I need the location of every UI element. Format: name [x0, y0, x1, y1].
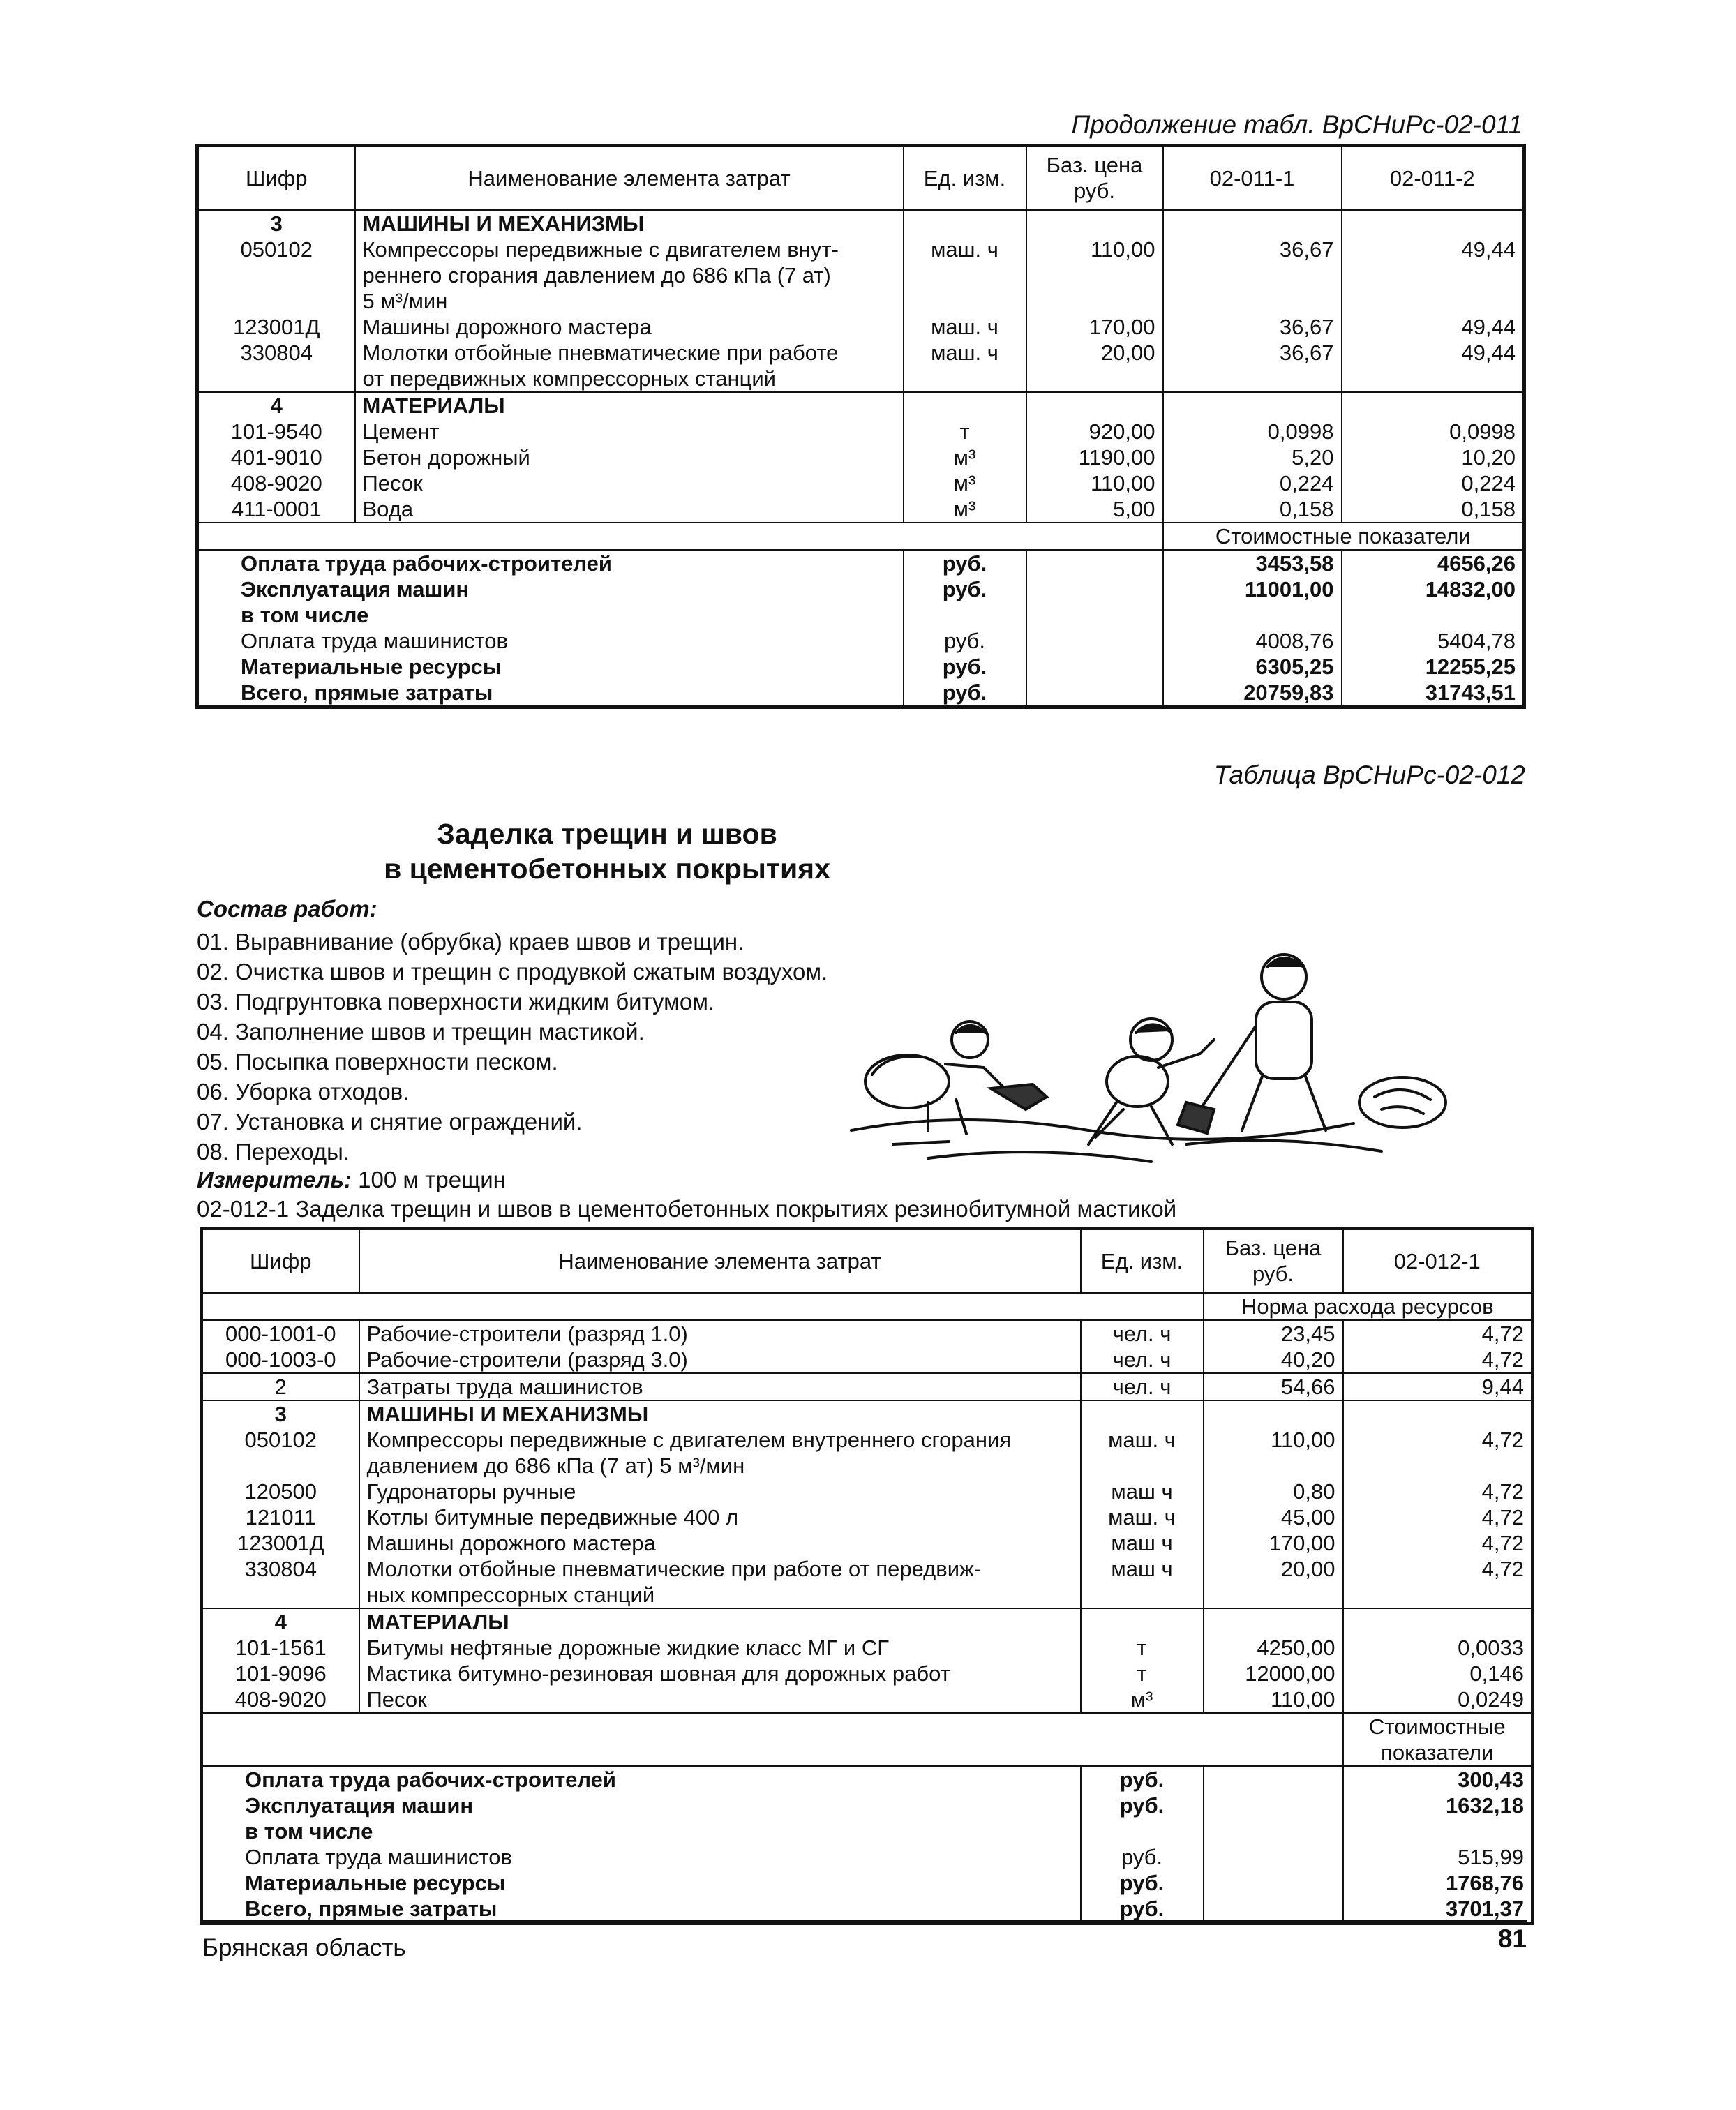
name-cell: [359, 1608, 1081, 1713]
cost-label: Всего, прямые затраты: [241, 680, 493, 705]
item-value: 49,44: [1461, 341, 1516, 365]
item-name-line: 5 м³/мин: [362, 289, 448, 313]
item-unit: маш. ч: [931, 237, 998, 262]
cost-band-row: [197, 523, 1525, 550]
section-title: МАШИНЫ И МЕХАНИЗМЫ: [362, 211, 645, 236]
spacer: [1211, 1401, 1335, 1427]
header-price: Баз. цена руб.: [1026, 146, 1163, 210]
spacer: [1349, 262, 1516, 288]
item-value: 4,72: [1481, 1479, 1524, 1504]
spacer: [1211, 1818, 1335, 1844]
price-cell: [1026, 392, 1163, 523]
cost-value: 31743,51: [1425, 680, 1516, 705]
header-code: Шифр: [197, 146, 355, 210]
header-unit: Ед. изм.: [1081, 1229, 1204, 1293]
value-cell: [1343, 1766, 1533, 1924]
item-code: 408-9020: [234, 1687, 327, 1712]
spacer: [1171, 288, 1334, 314]
cost-value: 14832,00: [1425, 577, 1516, 601]
item-unit: маш. ч: [931, 341, 998, 365]
item-name-line: Молотки отбойные пневматические при работе: [362, 341, 839, 365]
section-code: 3: [274, 1402, 287, 1426]
item-value: 36,67: [1279, 341, 1334, 365]
item-value: 4,72: [1481, 1557, 1524, 1581]
item-code: 101-9096: [234, 1661, 327, 1686]
value-cell: [1343, 1400, 1533, 1608]
cost-value: 11001,00: [1244, 577, 1334, 601]
item-name-line: давлением до 686 кПа (7 ат) 5 м³/мин: [366, 1453, 745, 1478]
spacer: [1211, 1609, 1335, 1635]
price-cell: [1026, 550, 1163, 708]
materials-section: [197, 392, 1525, 523]
spacer: [210, 1582, 352, 1608]
item-name-line: Рабочие-строители (разряд 3.0): [366, 1347, 688, 1372]
table2-body: [202, 1293, 1533, 1924]
road-workers-illustration: [823, 935, 1479, 1179]
item-value: 0,158: [1279, 497, 1334, 521]
cost-value: 300,43: [1458, 1767, 1524, 1792]
name-cell: [359, 1320, 1081, 1373]
item-name-line: от передвижных компрессорных станций: [362, 366, 776, 391]
unit-cell: [904, 550, 1026, 708]
cost-label: Оплата труда машинистов: [245, 1845, 512, 1869]
table1-body: [197, 210, 1525, 708]
cost-unit: руб.: [942, 551, 987, 576]
unit-cell: [1081, 1320, 1204, 1373]
table2-caption: Таблица ВрСНиРс-02-012: [1213, 761, 1525, 789]
spacer: [911, 288, 1019, 314]
item-value: 49,44: [1461, 315, 1516, 339]
meter-line: [197, 1167, 506, 1193]
price-cell: [1204, 1320, 1343, 1373]
item-name-line: Гудронаторы ручные: [366, 1479, 576, 1504]
item-value: 0,0033: [1458, 1636, 1524, 1660]
spacer: [1088, 1609, 1196, 1635]
cost-value: 515,99: [1458, 1845, 1524, 1869]
spacer: [911, 393, 1019, 419]
work-item: 05. Посыпка поверхности песком.: [197, 1049, 558, 1075]
item-code: 411-0001: [231, 497, 322, 521]
item-value: 0,146: [1469, 1661, 1524, 1686]
item-price: 4250,00: [1257, 1636, 1335, 1660]
machines-section: [197, 210, 1525, 393]
item-price: 170,00: [1269, 1531, 1335, 1555]
spacer: [1211, 1767, 1335, 1793]
price-cell: [1204, 1766, 1343, 1924]
code-cell: [197, 392, 355, 523]
item-price: 40,20: [1280, 1347, 1335, 1372]
item-name-line: ных компрессорных станций: [366, 1582, 655, 1607]
unit-cell: [1081, 1766, 1204, 1924]
cost-band-row: [202, 1713, 1533, 1766]
item-price: 5,00: [1113, 497, 1155, 521]
item-value: 4,72: [1481, 1428, 1524, 1452]
item-unit: маш ч: [1111, 1479, 1173, 1504]
item-value: 10,20: [1461, 445, 1516, 470]
item-code: 121011: [245, 1505, 316, 1529]
spacer: [1211, 1844, 1335, 1870]
spacer: [1351, 1609, 1525, 1635]
item-code: 123001Д: [237, 1531, 324, 1555]
cost-value: 3701,37: [1445, 1896, 1524, 1921]
item-value: 4,72: [1481, 1322, 1524, 1346]
spacer: [1211, 1870, 1335, 1896]
section-title: МАШИНЫ И МЕХАНИЗМЫ: [366, 1402, 649, 1426]
item-unit: маш. ч: [931, 315, 998, 339]
cost-label: в том числе: [241, 603, 369, 627]
item-price: 170,00: [1088, 315, 1155, 339]
machines-section: [202, 1400, 1533, 1608]
item-unit: маш. ч: [1108, 1505, 1176, 1529]
spacer: [1349, 393, 1516, 419]
work-item: 04. Заполнение швов и трещин мастикой.: [197, 1019, 645, 1045]
item-price: 20,00: [1280, 1557, 1335, 1581]
item-unit: маш. ч: [1108, 1428, 1176, 1452]
unit-cell: [1081, 1608, 1204, 1713]
spacer: [1034, 262, 1155, 288]
work-item: 06. Уборка отходов.: [197, 1079, 410, 1105]
spacer: [1171, 393, 1334, 419]
item-name-line: Песок: [366, 1687, 427, 1712]
spacer: [1171, 262, 1334, 288]
work-item: 03. Подгрунтовка поверхности жидким битумом.: [197, 989, 715, 1015]
item-name-line: Бетон дорожный: [362, 445, 530, 470]
spacer: [1034, 628, 1155, 654]
spacer: [911, 262, 1019, 288]
item-price: 1190,00: [1078, 445, 1155, 470]
spacer: [1034, 602, 1155, 628]
spacer: [206, 262, 347, 288]
meter-label: Измеритель:: [197, 1167, 352, 1192]
item-name-line: Мастика битумно-резиновая шовная для дорожных работ: [366, 1661, 950, 1686]
code-cell: [202, 1400, 359, 1608]
spacer: [1351, 1582, 1525, 1608]
item-unit: чел. ч: [1112, 1347, 1172, 1372]
page-number: 81: [1497, 1924, 1527, 1953]
section-code: 4: [270, 394, 283, 418]
spacer: [1034, 288, 1155, 314]
item-code: 050102: [240, 237, 313, 262]
cost-label: Оплата труда рабочих-строителей: [245, 1767, 616, 1792]
cost-unit: [911, 602, 1019, 628]
header-name: Наименование элемента затрат: [359, 1229, 1081, 1293]
materials-section: [202, 1608, 1533, 1713]
cost-value: 1632,18: [1445, 1793, 1524, 1818]
item-name-line: Машины дорожного мастера: [366, 1531, 656, 1555]
spacer: [1034, 211, 1155, 237]
item-code: 000-1003-0: [225, 1347, 336, 1372]
spacer: [1349, 211, 1516, 237]
spacer: [210, 1453, 352, 1479]
price-cell: 54,66: [1204, 1373, 1343, 1400]
norm-subtitle: 02-012-1 Заделка трещин и швов в цементобетонных покрытиях резинобитумной мастикой: [197, 1196, 1177, 1222]
item-price: 110,00: [1270, 1428, 1335, 1452]
item-value: 36,67: [1279, 315, 1334, 339]
spacer: [1351, 1453, 1525, 1479]
header-price: Баз. цена руб.: [1204, 1229, 1343, 1293]
cost-label: в том числе: [245, 1819, 373, 1843]
cost-label-cell: [202, 1766, 1081, 1924]
labor-rows: [202, 1320, 1533, 1373]
cost-value: [1171, 602, 1334, 628]
item-name-line: Молотки отбойные пневматические при работе от передвиж-: [366, 1557, 982, 1581]
item-unit: маш ч: [1111, 1557, 1173, 1581]
item-code: 101-1561: [234, 1636, 327, 1660]
spacer: [1351, 1401, 1525, 1427]
cost-unit: руб.: [1119, 1793, 1165, 1818]
item-price: 110,00: [1090, 237, 1155, 262]
spacer: [1349, 288, 1516, 314]
item-value: 0,224: [1279, 471, 1334, 495]
item-price: 23,45: [1280, 1322, 1335, 1346]
work-item: 01. Выравнивание (обрубка) краев швов и трещин.: [197, 929, 744, 955]
item-name-line: Котлы битумные передвижные 400 л: [366, 1505, 739, 1529]
cost-rows: [197, 550, 1525, 708]
composition-label: Состав работ:: [197, 896, 377, 922]
item-price: 45,00: [1280, 1505, 1335, 1529]
section-title: МАТЕРИАЛЫ: [362, 394, 505, 418]
code-cell: [202, 1608, 359, 1713]
item-value: 5,20: [1292, 445, 1334, 470]
item-price: 0,80: [1293, 1479, 1335, 1504]
cost-value: 4656,26: [1437, 551, 1516, 576]
item-unit: м³: [1130, 1687, 1153, 1712]
spacer: [911, 366, 1019, 391]
footer-rule: [201, 1920, 1527, 1922]
item-code: 330804: [240, 341, 313, 365]
cost-rows: [202, 1766, 1533, 1924]
spacer: [1088, 1453, 1196, 1479]
spacer: [1171, 211, 1334, 237]
cost-label: Оплата труда машинистов: [241, 629, 508, 653]
value-cell: [1343, 1320, 1533, 1373]
cost-value: 20759,83: [1243, 680, 1334, 705]
cost-value: [1351, 1818, 1525, 1844]
cost-label-cell: [197, 550, 904, 708]
value-cell: [1342, 210, 1525, 393]
cost-label: Материальные ресурсы: [241, 654, 502, 679]
drivers-row: [202, 1373, 1533, 1400]
name-cell: [355, 210, 904, 393]
header-col-2: 02-011-2: [1342, 146, 1525, 210]
cost-unit: руб.: [1119, 1767, 1165, 1792]
item-unit: т: [1137, 1636, 1147, 1660]
cost-label: Всего, прямые затраты: [245, 1896, 497, 1921]
header-code: Шифр: [202, 1229, 359, 1293]
section-title: МАТЕРИАЛЫ: [366, 1610, 509, 1634]
item-price: 920,00: [1088, 419, 1155, 444]
cost-band: Стоимостные показатели: [1163, 523, 1525, 550]
cost-table-02-012: [200, 1227, 1534, 1925]
item-code: 330804: [244, 1557, 317, 1581]
spacer: [1034, 393, 1155, 419]
spacer: [1034, 680, 1155, 705]
spacer: [1171, 366, 1334, 391]
item-code: 123001Д: [233, 315, 320, 339]
cost-unit: руб.: [942, 577, 987, 601]
item-code: 401-9010: [230, 445, 322, 470]
cost-unit: руб.: [943, 629, 986, 653]
cost-unit: [1088, 1818, 1196, 1844]
header-unit: Ед. изм.: [904, 146, 1026, 210]
item-value: 0,224: [1461, 471, 1516, 495]
value-cell: [1163, 392, 1342, 523]
item-name-line: реннего сгорания давлением до 686 кПа (7 ат): [362, 263, 831, 287]
item-name-line: Песок: [362, 471, 423, 495]
header-col-1: 02-011-1: [1163, 146, 1342, 210]
item-price: 12000,00: [1245, 1661, 1335, 1686]
spacer: [1349, 366, 1516, 391]
section-code: 3: [270, 211, 283, 236]
value-cell: [1343, 1608, 1533, 1713]
item-value: 0,0249: [1458, 1687, 1524, 1712]
item-unit: м³: [953, 445, 976, 470]
cost-unit: руб.: [1121, 1845, 1163, 1869]
item-value: 4,72: [1481, 1347, 1524, 1372]
cost-label: Материальные ресурсы: [245, 1871, 506, 1895]
item-name-line: Битумы нефтяные дорожные жидкие класс МГ и СГ: [366, 1636, 889, 1660]
value-cell: [1342, 550, 1525, 708]
item-price: 110,00: [1270, 1687, 1335, 1712]
item-name-line: Компрессоры передвижные с двигателем внутреннего сгорания: [366, 1428, 1012, 1452]
spacer: [911, 211, 1019, 237]
spacer: [1088, 1582, 1196, 1608]
band-blank: [202, 1713, 1343, 1766]
section-title-line-2: в цементобетонных покрытиях: [384, 853, 830, 885]
spacer: [206, 366, 347, 391]
footer-region: Брянская область: [202, 1934, 406, 1961]
spacer: [1034, 654, 1155, 680]
spacer: [1034, 576, 1155, 602]
item-name-line: Компрессоры передвижные с двигателем внут-: [362, 237, 839, 262]
code-cell: 2: [202, 1373, 359, 1400]
item-value: 0,158: [1461, 497, 1516, 521]
value-cell: [1342, 392, 1525, 523]
cost-table-02-011: [195, 144, 1526, 709]
value-cell: [1163, 210, 1342, 393]
item-code: 408-9020: [230, 471, 322, 495]
header-col-1: 02-012-1: [1343, 1229, 1533, 1293]
name-cell: [359, 1400, 1081, 1608]
norm-band: Норма расхода ресурсов: [1204, 1293, 1533, 1321]
name-cell: [355, 392, 904, 523]
norm-band-row: [202, 1293, 1533, 1321]
item-name-line: Машины дорожного мастера: [362, 315, 652, 339]
spacer: [1211, 1896, 1335, 1922]
code-cell: [202, 1320, 359, 1373]
item-value: 36,67: [1279, 237, 1334, 262]
cost-unit: руб.: [1119, 1896, 1165, 1921]
item-value: 0,0998: [1267, 419, 1334, 444]
item-value: 4,72: [1481, 1531, 1524, 1555]
cost-unit: руб.: [942, 680, 987, 705]
cost-label: Оплата труда рабочих-строителей: [241, 551, 612, 576]
item-code: 120500: [244, 1479, 317, 1504]
work-item: 08. Переходы.: [197, 1139, 350, 1165]
item-code: 050102: [244, 1428, 317, 1452]
works-list: [197, 927, 828, 1167]
spacer: [1211, 1793, 1335, 1818]
item-unit: м³: [953, 471, 976, 495]
cost-value: 4008,76: [1255, 629, 1334, 653]
cost-value: 3453,58: [1255, 551, 1334, 576]
spacer: [1211, 1582, 1335, 1608]
work-item: 07. Установка и снятие ограждений.: [197, 1109, 583, 1135]
cost-label: Эксплуатация машин: [245, 1793, 474, 1818]
spacer: [1211, 1453, 1335, 1479]
spacer: [1034, 366, 1155, 391]
value-cell: [1163, 550, 1342, 708]
price-cell: [1204, 1608, 1343, 1713]
item-value: 49,44: [1461, 237, 1516, 262]
spacer: [206, 288, 347, 314]
band-blank: [202, 1293, 1204, 1321]
price-cell: [1204, 1400, 1343, 1608]
unit-cell: чел. ч: [1081, 1373, 1204, 1400]
table1-caption: Продолжение табл. ВрСНиРс-02-011: [1071, 110, 1522, 139]
item-name-line: Рабочие-строители (разряд 1.0): [366, 1322, 688, 1346]
cost-label: Эксплуатация машин: [241, 577, 470, 601]
item-price: 20,00: [1100, 341, 1155, 365]
code-cell: [197, 210, 355, 393]
cost-band: Стоимостные показатели: [1343, 1713, 1533, 1766]
spacer: [1088, 1401, 1196, 1427]
header-name: Наименование элемента затрат: [355, 146, 904, 210]
unit-cell: [1081, 1400, 1204, 1608]
price-cell: [1026, 210, 1163, 393]
cost-unit: руб.: [942, 654, 987, 679]
item-name-line: Вода: [362, 497, 414, 521]
meter-value: 100 м трещин: [358, 1167, 506, 1192]
cost-value: [1349, 602, 1516, 628]
section-title-line-1: Заделка трещин и швов: [437, 818, 777, 850]
item-name-line: Цемент: [362, 419, 440, 444]
cost-value: 1768,76: [1445, 1871, 1524, 1895]
item-value: 4,72: [1481, 1505, 1524, 1529]
item-price: 110,00: [1090, 471, 1155, 495]
unit-cell: [904, 392, 1026, 523]
work-item: 02. Очистка швов и трещин с продувкой сжатым воздухом.: [197, 959, 828, 985]
spacer: [1034, 551, 1155, 576]
item-unit: т: [959, 419, 970, 444]
item-unit: маш ч: [1111, 1531, 1173, 1555]
item-unit: чел. ч: [1112, 1322, 1172, 1346]
cost-value: 6305,25: [1255, 654, 1334, 679]
item-code: 101-9540: [230, 419, 322, 444]
item-unit: т: [1137, 1661, 1147, 1686]
item-unit: м³: [953, 497, 976, 521]
band-blank: [197, 523, 1163, 550]
cost-unit: руб.: [1119, 1871, 1165, 1895]
cost-value: 12255,25: [1425, 654, 1516, 679]
name-cell: Затраты труда машинистов: [359, 1373, 1081, 1400]
item-code: 000-1001-0: [225, 1322, 336, 1346]
item-value: 0,0998: [1449, 419, 1516, 444]
value-cell: 9,44: [1343, 1373, 1533, 1400]
section-code: 4: [274, 1610, 287, 1634]
unit-cell: [904, 210, 1026, 393]
cost-value: 5404,78: [1437, 629, 1516, 653]
